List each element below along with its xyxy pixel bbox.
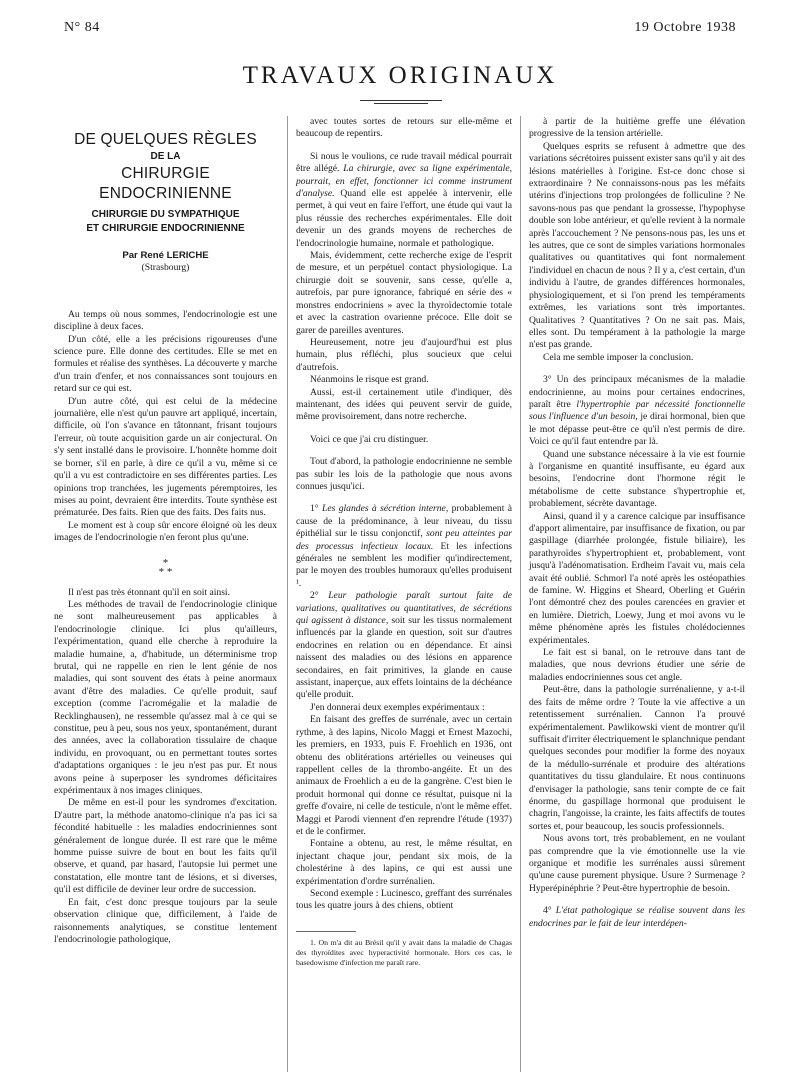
paragraph: Mais, évidemment, cette recherche exige de l'esprit de mesure, et un perpétuel contact physiologique. La chirurgie doit se souvenir, sans cesse, qu'elle a, autrefois, par pure ignorance, fabriqué en série des « monstres endocriniens » avec la thyroïdectomie totale et avec la castration ovarienne précoce. Elle doit se garer de pareilles aventures. [296,250,512,336]
paragraph: Néanmoins le risque est grand. [310,374,429,386]
column-3 [520,116,745,1072]
paragraph: Si nous le voulions, ce rude travail médical pourrait être allégé. La chirurgie, avec sa ligne expérimentale, pourrait, en effet, fonctionner ici comme instrument d'analyse. Quand elle est appelée à intervenir, elle permet, à qui veut en faire l'effort, une étude qui vaut la plus réussie des recherches expérimentales. Elle doit devenir un des grands moyens de recherches de l'endocrinologie humaine, normale et pathologique. [296,150,512,249]
paragraph: D'un côté, elle a les précisions rigoureuses d'une science pure. Elle donne des certitudes. Elle se met en formules et réalise des synthèses. La découverte y marche d'un train d'enfer, et nos connaissances sont toujours en retard sur ce qui est. [54,333,277,395]
column-1 [54,116,279,1072]
asterism: * * * [158,556,173,578]
paragraph: Second exemple : Lucinesco, greffant des surrénales tous les quatre jours à des chiens, obtient [296,887,512,912]
paragraph: 4° L'état pathologique se réalise souvent dans les endocrines par le fait de leur interdépen- [529,905,745,929]
column-2 [287,116,512,1072]
paragraph: Quand une substance nécessaire à la vie est fournie à l'organisme en quantité insuffisante, eu égard aux besoins, l'endocrine dont l'hormone régit le métabolisme de cette substance s'hypertrophie et, probablement, sécrète davantage. [529,448,745,510]
paragraph: En fait, c'est donc presque toujours par la seule observation clinique que, difficilement, à l'aide de raisonnements analytiques, se constitue lentement l'endocrinologie pathologique, [54,896,277,945]
running-head [64,20,736,36]
section-title: TRAVAUX ORIGINAUX [242,62,558,89]
paragraph: 2° Leur pathologie paraît surtout faite de variations, qualitatives ou quantitatives, de sécrétions qui agissent à distance, soit sur les tissus normalement influencés par la glande en question, soit sur d'autres endocrines en relation ou en dépendance. Et ainsi naissent des maladies ou des lésions en apparence secondaires, en fait primitives, la glande en cause assistant, inaperçue, aux effets lointains de la déchéance qu'elle produit. [296,590,512,701]
article-title-line1: DE QUELQUES RÈGLES [74,131,257,148]
paragraph: En faisant des greffes de surrénale, avec un certain rythme, à des lapins, Nicolo Maggi et Ernest Mazochi, les premiers, en 1933, puis F. Froehlich en 1936, ont obtenu des oblitérations artérielles ou veineuses qui rappellent celles de la thrombo-angéite. Et un des animaux de Froehlich a eu de la gangrène. C'est bien le produit hormonal qui donne ce résultat, puisque ni la greffe d'ovaire, ni celle de testicule, n'ont le même effet. Maggi et Parodi viennent d'en reprendre l'étude (1937) et de le confirmer. [296,714,512,837]
paragraph: Les méthodes de travail de l'endocrinologie clinique ne sont malheureusement pas applicables à l'endocrinologie clinique. Ici plus qu'ailleurs, l'expérimentation, quand elle cherche à reproduire la maladie humaine, a, d'habitude, un déterminisme trop brutal, qui ne rappelle en rien le lent génie de nos maladies, qui sont souvent des états à peine anormaux avant d'être des maladies. Ce qu'elle produit, sauf exception (comme l'acromégalie et la maladie de Recklinghausen), ne ressemble qu'assez mal à ce qui se constitue, peu à peu, sous nos yeux, spontanément, durant des années, avec la collaboration tissulaire de chaque individu, en provoquant, ou en permettant toutes sortes d'adaptations organiques : le jeu n'est pas pur. Et nous avons peine à superposer les syndromes déficitaires expérimentaux à nos images cliniques. [54,598,277,797]
title-rule [360,100,442,101]
paragraph: Ainsi, quand il y a carence calcique par insuffisance d'apport alimentaire, par insuffisance de fixation, ou par gaspillage (diarrhée prolongée, fistule biliaire), les parathyroïdes s'hypertrophient et, probablement, vont jusqu'à l'adénomatisation. Erdheim l'avait vu, mais cela avait été oublié. Schmorl l'a noté après les ostéopathies de famine. W. Higgins et Sheard, Oberling et Guérin l'ont démontré chez des poules carencées en gravier et en lumière. Dietrich, Loewy, Jung et moi avons vu le même phénomène après les fistules cholédociennes expérimentales. [529,510,745,646]
paragraph: Le fait est si banal, on le retrouve dans tant de maladies, que nous devrions étudier une série de maladies endocriniennes sous cet angle. [529,647,745,683]
paragraph: J'en donnerai deux exemples expérimentaux : [310,701,485,713]
paragraph: De même en est-il pour les syndromes d'excitation. D'autre part, la méthode anatomo-clinique n'a pas ici sa fécondité habituelle : les maladies endocriniennes sont généralement de longue durée. Il est rare que le même homme puisse suivre de bout en bout les faits qu'il observe, et quand, par hasard, l'autopsie lui permet une constatation, elle montre tant de lésions, et si diverses, qu'il est difficile de deviner leur ordre de succession. [54,797,277,896]
article-subtitle-line2: ET CHIRURGIE ENDOCRINIENNE [86,223,245,234]
paragraph: Quelques esprits se refusent à admettre que des variations sécrétoires puissent exister sans qu'il y ait des lésions matérielles à l'origine. Est-ce donc chose si extraordinaire ? Ne connaissons-nous pas les méfaits utérins d'injections trop prolongées de folliculine ? Ne savons-nous pas que pendant la grossesse, l'hypophyse double son lobe antérieur, et qu'elle revient à la normale après l'accouchement ? Ne pensons-nous pas, les uns et les autres, que ce sont de simples variations hormonales qualitatives ou quantitatives qui font normalement l'individuel en chacun de nous ? Il y a, c'est certain, d'un individu à l'autre, de grandes différences hormonales, physiologiquement, et si l'on prend les tempéraments extrêmes, les variations sont très importantes. Qualitatives ? Quantitatives ? On ne sait pas. Mais, elles sont. Du tempérament à la pathologie la marge n'est pas grande. [529,140,745,351]
paragraph: à partir de la huitième greffe une élévation progressive de la tension artérielle. [529,116,745,140]
footnote: 1. On m'a dit au Brésil qu'il y avait dans la maladie de Chagas des thyroïdites avec hyperactivité hormonale. Hors ces cas, le basedowisme d'infection me paraît rare. [296,937,512,967]
paragraph: Fontaine a obtenu, au rest, le même résultat, en injectant chaque jour, pendant six mois, de la cholestérine à des lapins, ce qui est aussi une expérimentation d'ordre surrénalien. [296,838,512,887]
paragraph: Tout d'abord, la pathologie endocrinienne ne semble pas subir les lois de la pathologie que nous avons connues jusqu'ici. [296,456,512,492]
article-subtitle-line1: CHIRURGIE DU SYMPATHIQUE [91,209,240,220]
issue-date: 19 Octobre 1938 [634,20,736,35]
paragraph: Voici ce que j'ai cru distinguer. [310,433,429,445]
article-title-line3: CHIRURGIE ENDOCRINIENNE [99,165,232,202]
paragraph: Aussi, est-il certainement utile d'indiquer, dès maintenant, des idées qui peuvent servir de guide, même provisoirement, dans notre recherche. [296,386,512,423]
paragraph: Cela me semble imposer la conclusion. [543,351,694,363]
paragraph: 3° Un des principaux mécanismes de la maladie endocrinienne, au moins pour certaines endocrines, paraît être l'hypertrophie par nécessité fonctionnelle sous l'influence d'un besoin, je dirai hormonal, bien que le mot dépasse peut-être ce qu'il n'est permis de dire. Voici ce qu'il faut entendre par là. [529,374,745,448]
page-number: N° 84 [64,20,100,35]
article-title-line2: DE LA [150,151,181,162]
article-title [54,130,277,236]
footnote-rule [296,931,356,932]
paragraph: D'un autre côté, qui est celui de la médecine journalière, elle n'est qu'un pauvre art appliqué, incertain, difficile, où l'on s'avance en tâtonnant, frisant toujours l'erreur, où toute acquisition garde un air conjectural. On s'y sent installé dans le provisoire. L'honnête homme doit se borner, s'il en parle, à dire ce qu'il a vu, même si ce qu'il a vu est contradictoire en ses différentes parties. Les opinions trop tranchées, les jugements péremptoires, les mises au point, devraient être interdits. Toute synthèse est prématurée. Des faits. Rien que des faits. Des faits nus. [54,395,277,519]
paragraph: Le moment est à coup sûr encore éloigné où les deux images de l'endocrinologie n'en feront plus qu'une. [54,519,277,544]
paragraph: 1° Les glandes à sécrétion interne, probablement à cause de la prédominance, à leur niveau, du tissu épithélial sur le tissu conjonctif, sont peu atteintes par des processus infectieux locaux. Et les infections générales ne semblent les modifier qu'indirectement, par le moyen des troubles humoraux qu'elles produisent ¹. [296,503,512,589]
paragraph: avec toutes sortes de retours sur elle-même et beaucoup de repentirs. [296,116,512,140]
affiliation: (Strasbourg) [141,262,190,274]
title-rule-short [374,103,428,104]
paragraph: Heureusement, notre jeu d'aujourd'hui est plus humain, plus réfléchi, plus soucieux que celui d'autrefois. [296,336,512,373]
author: Par René LERICHE [122,250,209,261]
paragraph: Nous avons tort, très probablement, en ne voulant pas comprendre que la vie émotionnelle use la vie organique et modifie les surrénales aussi sûrement qu'une cause purement physique. Usure ? Surmenage ? Hyperépinéphrie ? Peut-être hypertrophie de besoin. [529,833,745,894]
paragraph: Au temps où nous sommes, l'endocrinologie est une discipline à deux faces. [54,308,277,333]
article-columns [54,116,746,1072]
paragraph: Peut-être, dans la pathologie surrénalienne, y a-t-il des faits de même ordre ? Toute la vie affective a un retentissement surrénalien. Cannon l'a prouvé expérimentalement. Pawlikowski vient de montrer qu'il suffisait d'irriter électriquement le splanchnique pendant quelques secondes pour modifier la forme des noyaux de la médullo-surrénale et produire des altérations quantitatives du tissu glandulaire. Et nous continuons d'envisager la pathologie, sans tenir compte de ce fait énorme, du gaspillage hormonal que produisent le chagrin, l'angoisse, la crainte, les faits affectifs de toutes sortes et, pour beaucoup, les soucis professionnels. [529,684,745,832]
paragraph: Il n'est pas très étonnant qu'il en soit ainsi. [68,586,230,598]
